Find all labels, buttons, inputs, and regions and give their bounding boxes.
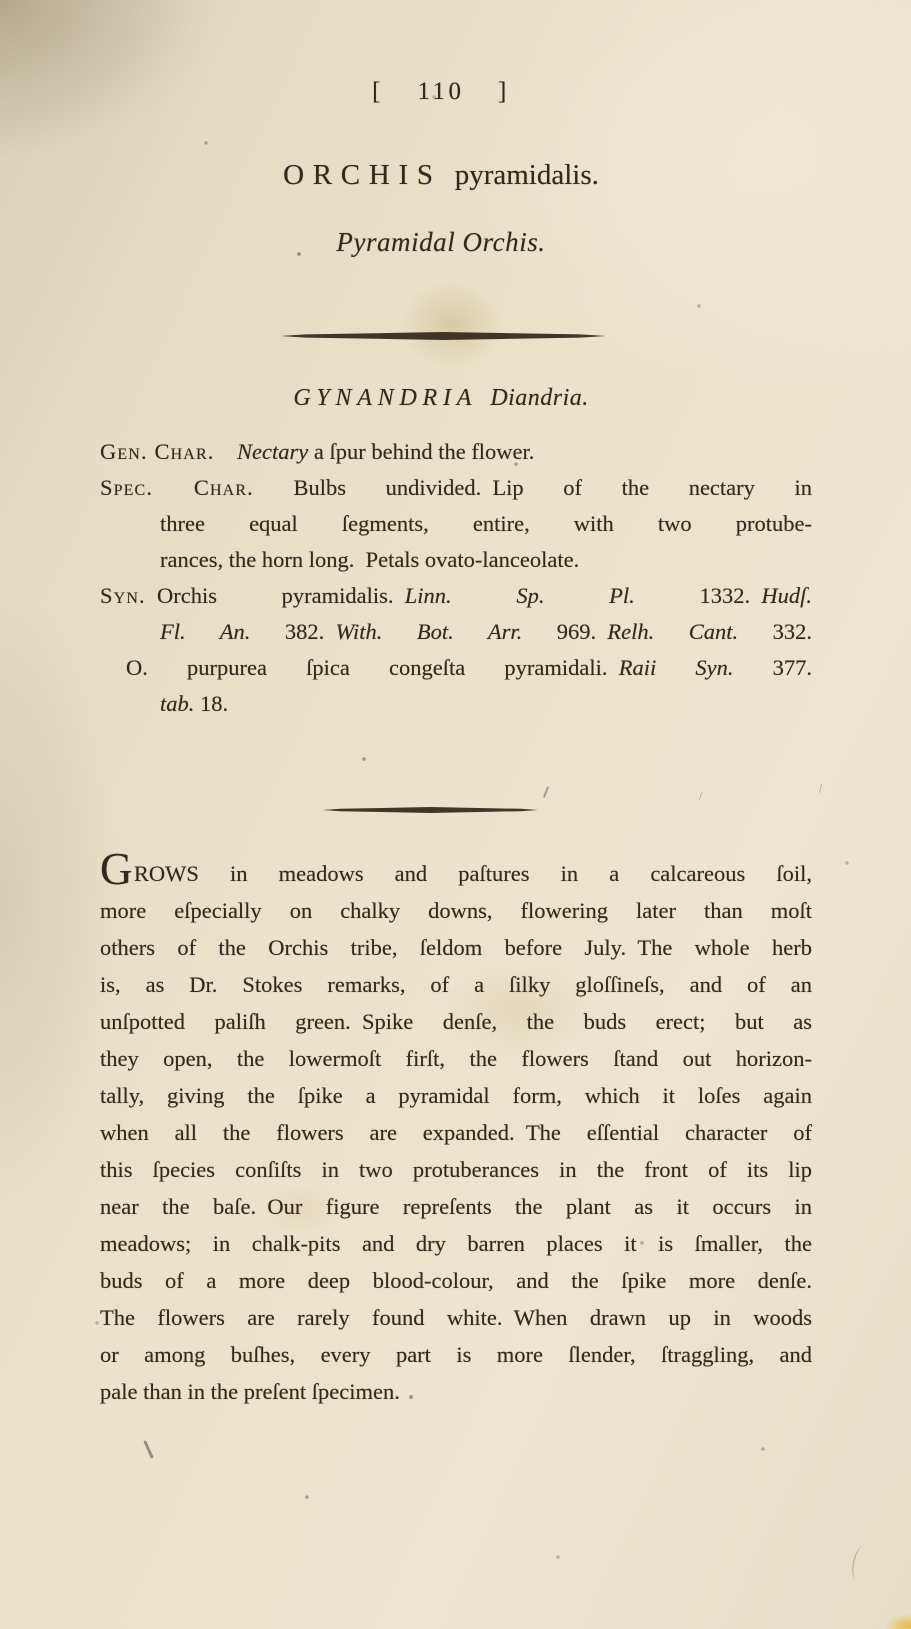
body-text-line: pale than in the preſent ſpecimen.: [100, 1379, 400, 1404]
body-text-line: or among buſhes, every part is more ſlender, ſtraggling, and: [100, 1342, 812, 1367]
common-name-title: Pyramidal Orchis.: [336, 227, 546, 257]
characters-line: Spec. Char. Bulbs undivided. Lip of the nectary in: [100, 475, 812, 500]
body-text-line: GROWS in meadows and paſtures in a calcareous ſoil,: [100, 844, 812, 894]
body-text-line: tally, giving the ſpike a pyramidal form, which it loſes again: [100, 1083, 812, 1108]
paper-specks: [0, 0, 2, 2]
body-text-line: buds of a more deep blood-colour, and the ſpike more denſe.: [100, 1268, 812, 1293]
ink-speck: [698, 792, 702, 801]
description-paragraph: [100, 844, 812, 1410]
characters-block: [100, 434, 812, 722]
body-text-line: meadows; in chalk-pits and dry barren places it is ſmaller, the: [100, 1231, 812, 1256]
species-epithet: pyramidalis.: [454, 159, 599, 191]
species-title: [86, 157, 796, 194]
characters-line: Fl. An. 382. With. Bot. Arr. 969. Relh. Cant. 332.: [160, 619, 813, 644]
body-text-line: near the baſe. Our figure repreſents the plant as it occurs in: [100, 1194, 812, 1219]
genus-name: ORCHIS: [283, 159, 442, 191]
body-text-line: more eſpecially on chalky downs, flowering later than moſt: [100, 898, 812, 923]
paper-fiber: [851, 1544, 872, 1582]
pen-mark: [143, 1440, 153, 1458]
characters-line: Syn. Orchis pyramidalis. Linn. Sp. Pl. 1332. Hudſ.: [100, 583, 813, 608]
classification-line: [86, 383, 796, 414]
body-text-line: The flowers are rarely found white. When drawn up in woods: [100, 1305, 812, 1330]
characters-line: three equal ſegments, entire, with two protube-: [160, 511, 812, 536]
body-text-line: this ſpecies conſiſts in two protuberances in the front of its lip: [100, 1157, 812, 1182]
page-number: [ 110 ]: [372, 78, 510, 105]
characters-line: O. purpurea ſpica congeſta pyramidali. Raii Syn. 377.: [126, 655, 813, 680]
body-text-line: unſpotted paliſh green. Spike denſe, the buds erect; but as: [100, 1009, 812, 1034]
ink-speck: [819, 784, 822, 793]
body-text-line: others of the Orchis tribe, ſeldom before July. The whole herb: [100, 935, 812, 960]
linnaean-class: GYNANDRIA: [293, 385, 478, 411]
body-text-line: they open, the lowermoſt firſt, the flowers ſtand out horizon-: [100, 1046, 812, 1071]
body-text-line: when all the flowers are expanded. The eſſential character of: [100, 1120, 812, 1145]
section-rule-top: [280, 332, 606, 340]
drop-cap-initial: G: [100, 844, 134, 894]
characters-line: rances, the horn long. Petals ovato-lanceolate.: [160, 547, 580, 572]
body-text-line: is, as Dr. Stokes remarks, of a ſilky gloſſineſs, and of an: [100, 972, 812, 997]
characters-line: Gen. Char. Nectary a ſpur behind the flower.: [100, 439, 535, 464]
linnaean-order: Diandria.: [490, 385, 589, 411]
section-rule-middle: [323, 807, 538, 813]
ink-speck: [543, 786, 549, 798]
characters-line: tab. 18.: [160, 691, 229, 716]
